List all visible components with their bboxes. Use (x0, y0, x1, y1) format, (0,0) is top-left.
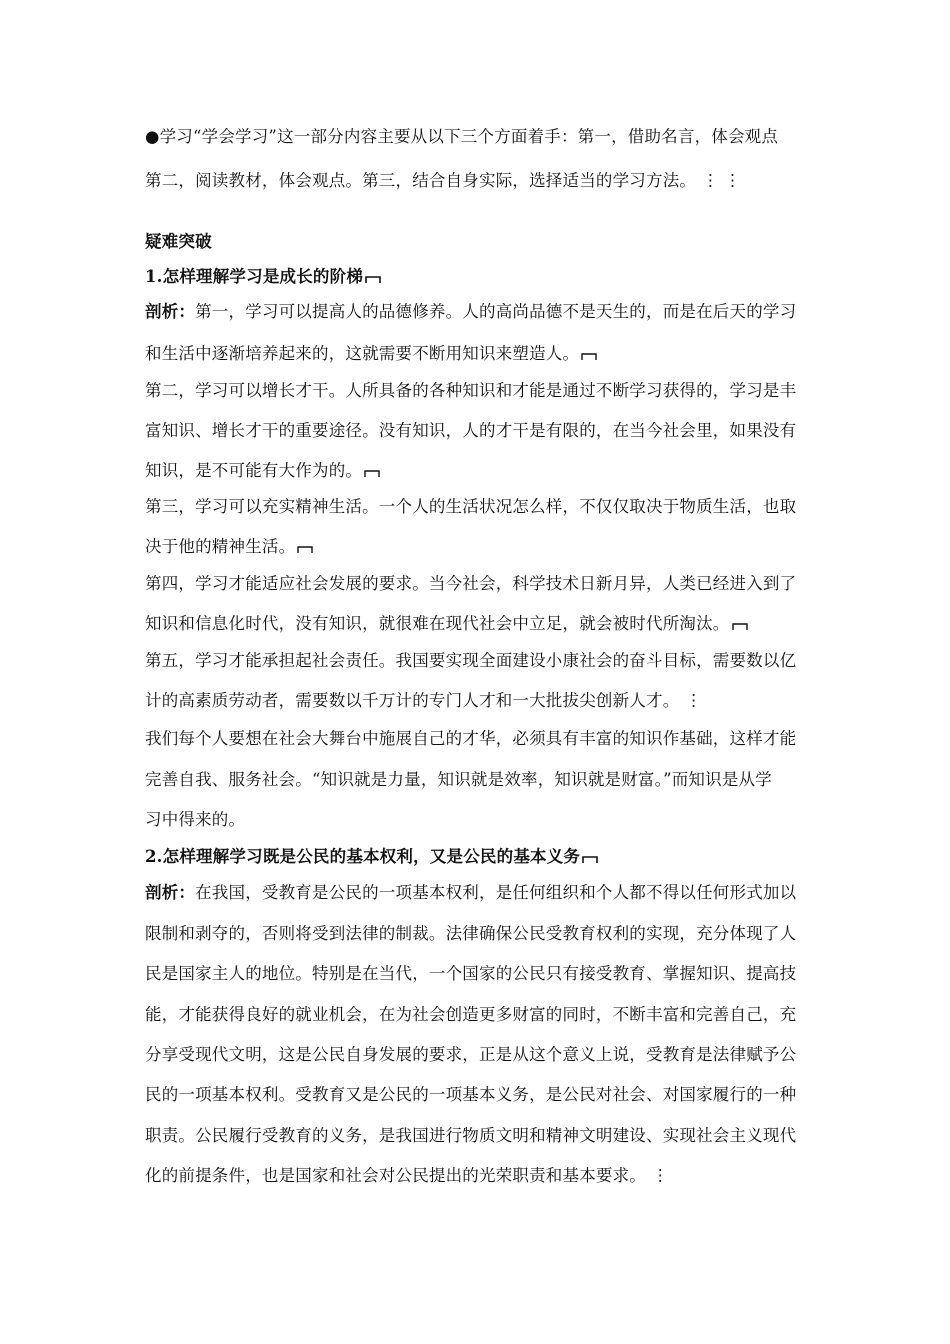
answer-2-line-5: 分享受现代文明，这是公民自身发展的要求，正是从这个意义上说，受教育是法律赋予公 (145, 1045, 797, 1064)
paragraph-mark-icon (582, 854, 598, 864)
answer-1-line-7: 决于他的精神生活。 (145, 537, 313, 557)
answer-1-line-14: 习中得来的。 (145, 810, 246, 829)
answer-1-line-2: 和生活中逐渐培养起来的，这就需要不断用知识来塑造人。 (145, 344, 597, 364)
format-mark-vdots: ⋮ (652, 1166, 669, 1185)
answer-1-line-9: 知识和信息化时代，没有知识，就很难在现代社会中立足，就会被时代所淘汰。 (145, 614, 748, 634)
question-2-heading: 2.怎样理解学习既是公民的基本权利，又是公民的基本义务 (145, 847, 598, 867)
section-heading: 疑难突破 (145, 232, 212, 251)
paragraph-mark-icon (297, 544, 313, 554)
intro-line-1: ●学习“学会学习”这一部分内容主要从以下三个方面着手：第一，借助名言，体会观点 (145, 127, 779, 146)
answer-1-line-6: 第三，学习可以充实精神生活。一个人的生活状况怎么样，不仅仅取决于物质生活，也取 (145, 497, 797, 516)
paragraph-mark-icon (365, 274, 381, 284)
answer-2-line-2: 限制和剥夺的，否则将受到法律的制裁。法律确保公民受教育权利的实现，充分体现了人 (145, 924, 797, 943)
answer-2-line-3: 民是国家主人的地位。特别是在当代，一个国家的公民只有接受教育、掌握知识、提高技 (145, 964, 797, 983)
format-mark-vdots: ⋮ (685, 691, 703, 710)
paragraph-mark-icon (364, 468, 380, 478)
answer-2-line-6: 民的一项基本权利。受教育又是公民的一项基本义务，是公民对社会、对国家履行的一种 (145, 1085, 797, 1104)
answer-1-line-10: 第五，学习才能承担起社会责任。我国要实现全面建设小康社会的奋斗目标，需要数以亿 (145, 651, 797, 670)
answer-1-line-13: 完善自我、服务社会。“知识就是力量，知识就是效率，知识就是财富。”而知识是从学 (145, 770, 772, 789)
intro-line-2: 第二，阅读教材，体会观点。第三，结合自身实际，选择适当的学习方法。 ⋮ ⋮ (145, 171, 741, 190)
format-mark-vdots: ⋮ ⋮ (702, 171, 741, 190)
answer-1-line-3: 第二，学习可以增长才干。人所具备的各种知识和才能是通过不断学习获得的，学习是丰 (145, 381, 797, 400)
paragraph-mark-icon (732, 621, 748, 631)
answer-1-line-12: 我们每个人要想在社会大舞台中施展自己的才华，必须具有丰富的知识作基础，这样才能 (145, 729, 797, 748)
answer-1-line-8: 第四，学习才能适应社会发展的要求。当今社会，科学技术日新月异，人类已经进入到了 (145, 574, 797, 593)
question-1-heading: 1.怎样理解学习是成长的阶梯 (145, 267, 381, 287)
answer-2-line-1: 剖析：在我国，受教育是公民的一项基本权利，是任何组织和个人都不得以任何形式加以 (145, 883, 797, 902)
answer-1-line-5: 知识，是不可能有大作为的。 (145, 461, 380, 481)
analysis-label: 剖析： (145, 883, 196, 902)
answer-1-line-1: 剖析：第一，学习可以提高人的品德修养。人的高尚品德不是天生的，而是在后天的学习 (145, 302, 797, 321)
answer-2-line-7: 职责。公民履行受教育的义务，是我国进行物质文明和精神文明建设、实现社会主义现代 (145, 1126, 797, 1145)
paragraph-mark-icon (581, 351, 597, 361)
answer-2-line-4: 能，才能获得良好的就业机会，在为社会创造更多财富的同时，不断丰富和完善自己，充 (145, 1005, 797, 1024)
answer-1-line-4: 富知识、增长才干的重要途径。没有知识，人的才干是有限的，在当今社会里，如果没有 (145, 421, 797, 440)
answer-2-line-8: 化的前提条件，也是国家和社会对公民提出的光荣职责和基本要求。 ⋮ (145, 1166, 669, 1185)
analysis-label: 剖析： (145, 302, 196, 321)
answer-1-line-11: 计的高素质劳动者，需要数以千万计的专门人才和一大批拔尖创新人才。 ⋮ (145, 691, 703, 710)
